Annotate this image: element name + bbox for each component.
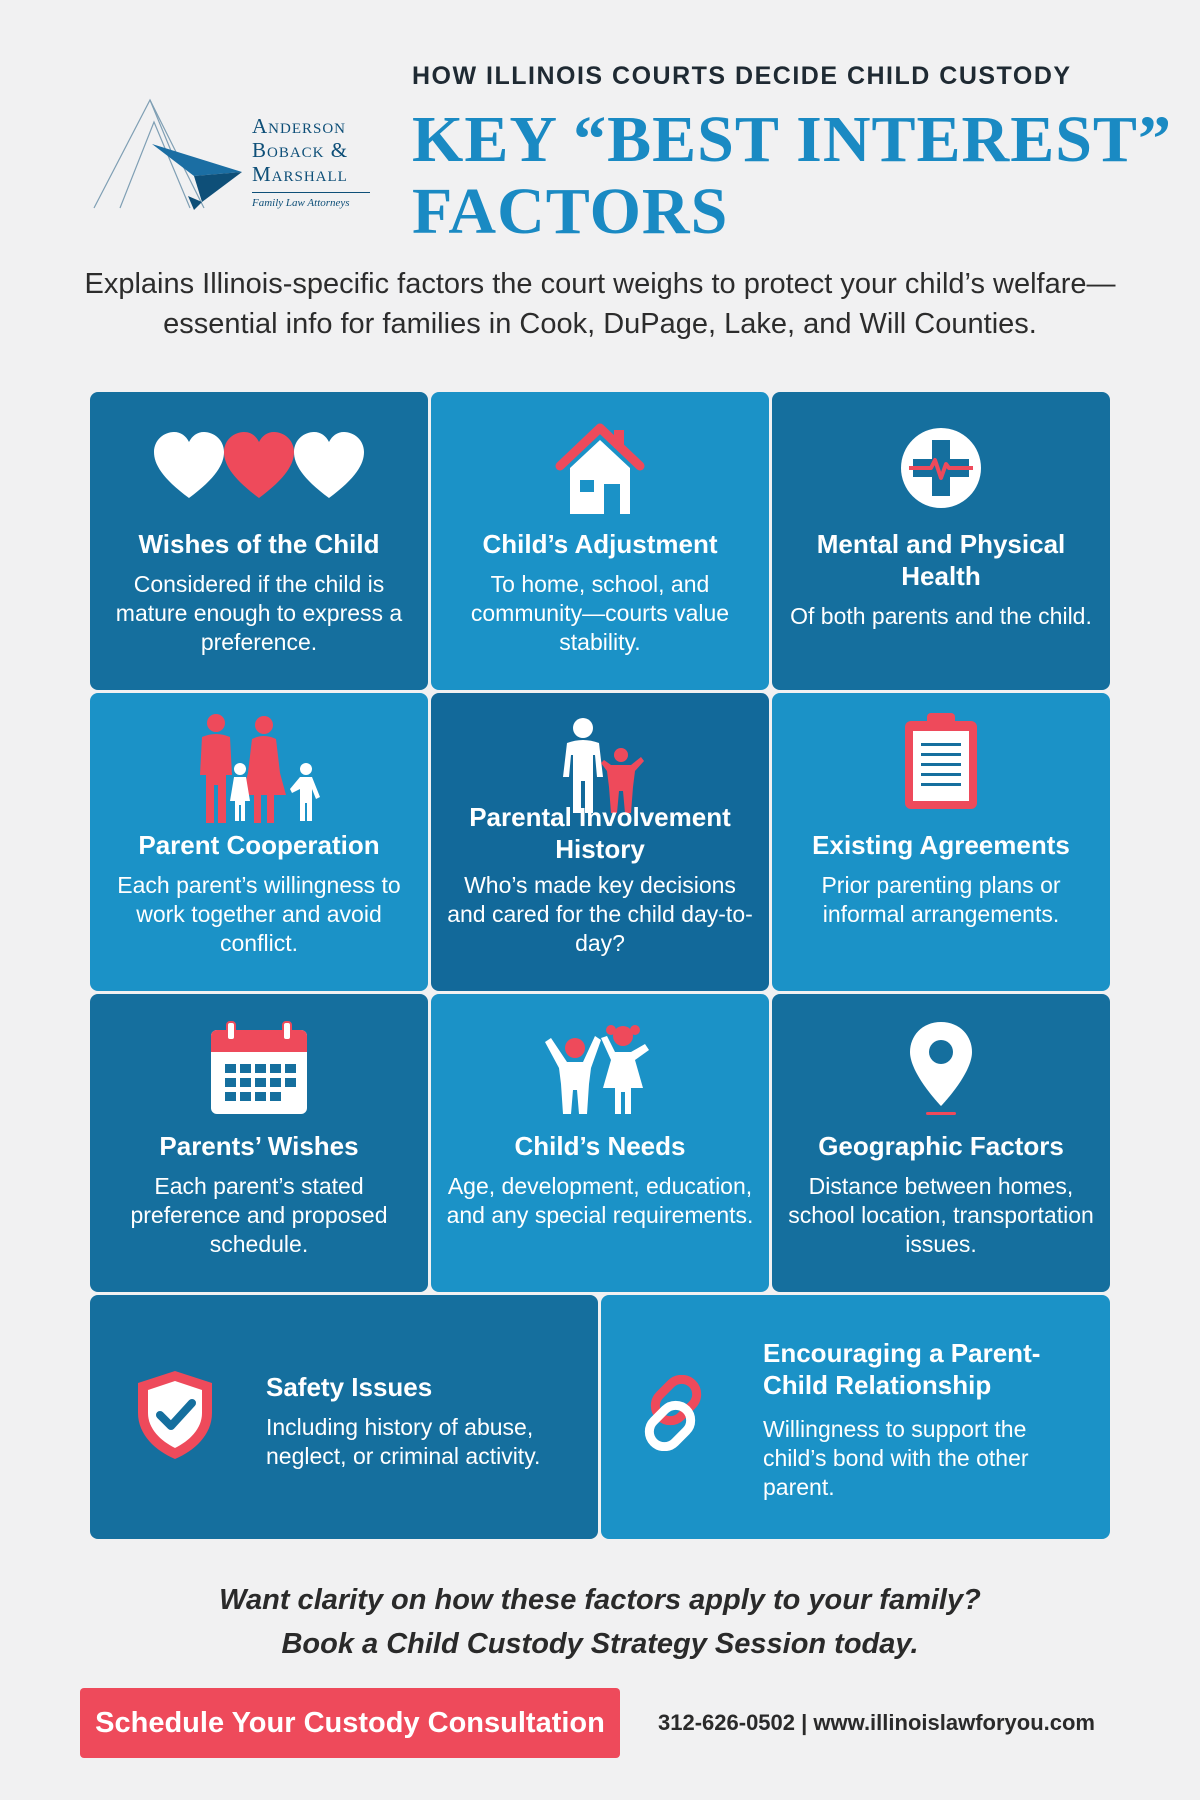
parent-child-icon <box>431 717 769 813</box>
clipboard-icon <box>772 711 1110 811</box>
shield-check-icon <box>136 1369 214 1466</box>
page-title-line-1: KEY “BEST INTEREST” <box>412 103 1172 176</box>
factor-description: Distance between homes, school location, transportation issues. <box>788 1173 1094 1257</box>
factor-description: Each parent’s willingness to work together and avoid conflict. <box>117 872 401 956</box>
logo-name-line-3: Marshall <box>252 162 348 186</box>
logo-mark-icon <box>92 98 252 216</box>
calendar-icon <box>90 1020 428 1116</box>
factor-card-encouraging-relationship <box>601 1295 1110 1539</box>
factor-card-child-adjustment <box>431 392 769 690</box>
page-title-line-2: FACTORS <box>412 175 729 248</box>
factor-description: Of both parents and the child. <box>790 603 1092 629</box>
logo-name-line-2: Boback & <box>252 138 349 162</box>
factor-card-parental-involvement <box>431 693 769 991</box>
cta-text <box>0 1578 1200 1666</box>
factor-description: Prior parenting plans or informal arrangements. <box>821 872 1061 927</box>
logo-name-line-1: Anderson <box>252 114 347 138</box>
factor-title: Existing Agreements <box>812 830 1070 860</box>
factor-description: To home, school, and community—courts value stability. <box>470 571 730 655</box>
website-link[interactable]: www.illinoislawforyou.com <box>813 1710 1095 1735</box>
factor-card-wishes-of-child <box>90 392 428 690</box>
contact-separator: | <box>801 1710 808 1735</box>
factor-description: Considered if the child is mature enough to express a preference. <box>115 571 403 655</box>
location-pin-icon <box>772 1020 1110 1118</box>
factor-title: Child’s Adjustment <box>482 529 718 559</box>
factor-description: Each parent’s stated preference and proposed schedule. <box>130 1173 388 1257</box>
cta-prompt: Book a Child Custody Strategy Session today. <box>281 1628 919 1660</box>
factor-card-existing-agreements <box>772 693 1110 991</box>
factor-title: Mental and Physical Health <box>816 529 1066 591</box>
factor-title: Safety Issues <box>266 1372 433 1402</box>
factor-description: Including history of abuse, neglect, or criminal activity. <box>266 1414 541 1469</box>
factor-title: Child’s Needs <box>514 1131 686 1161</box>
schedule-consultation-button[interactable]: Schedule Your Custody Consultation <box>80 1688 620 1758</box>
factor-card-parents-wishes <box>90 994 428 1292</box>
medical-cross-icon <box>772 426 1110 510</box>
factor-card-safety-issues <box>90 1295 598 1539</box>
factor-description: Who’s made key decisions and cared for the child day-to-day? <box>447 872 753 956</box>
intro-text: Explains Illinois-specific factors the court weighs to protect your child’s welfare—essential info for families in Cook, DuPage, Lake, and Will Counties. <box>84 268 1116 340</box>
factor-title: Wishes of the Child <box>138 529 380 559</box>
logo-subtitle: Family Law Attorneys <box>252 192 370 209</box>
factor-title: Parental Involvement History <box>469 802 731 864</box>
page-title <box>412 104 1172 248</box>
page-supertitle: HOW ILLINOIS COURTS DECIDE CHILD CUSTODY <box>412 62 1072 90</box>
hearts-icon <box>90 432 428 502</box>
phone-link[interactable]: 312-626-0502 <box>658 1710 796 1735</box>
factor-card-mental-physical-health <box>772 392 1110 690</box>
factor-title: Encouraging a Parent-Child Relationship <box>763 1338 1041 1400</box>
factor-title: Geographic Factors <box>818 1131 1064 1161</box>
factor-title: Parent Cooperation <box>138 830 380 860</box>
cta-question: Want clarity on how these factors apply to your family? <box>219 1584 981 1616</box>
contact-info <box>658 1710 1095 1736</box>
children-icon <box>431 1022 769 1116</box>
firm-logo <box>92 98 382 216</box>
factor-card-geographic-factors <box>772 994 1110 1292</box>
factor-card-childs-needs <box>431 994 769 1292</box>
family-icon <box>90 713 428 825</box>
factor-description: Willingness to support the child’s bond with the other parent. <box>763 1416 1029 1500</box>
factor-title: Parents’ Wishes <box>159 1131 359 1161</box>
house-icon <box>431 422 769 516</box>
link-icon <box>635 1375 711 1456</box>
factor-card-parent-cooperation <box>90 693 428 991</box>
factor-description: Age, development, education, and any special requirements. <box>446 1173 754 1228</box>
